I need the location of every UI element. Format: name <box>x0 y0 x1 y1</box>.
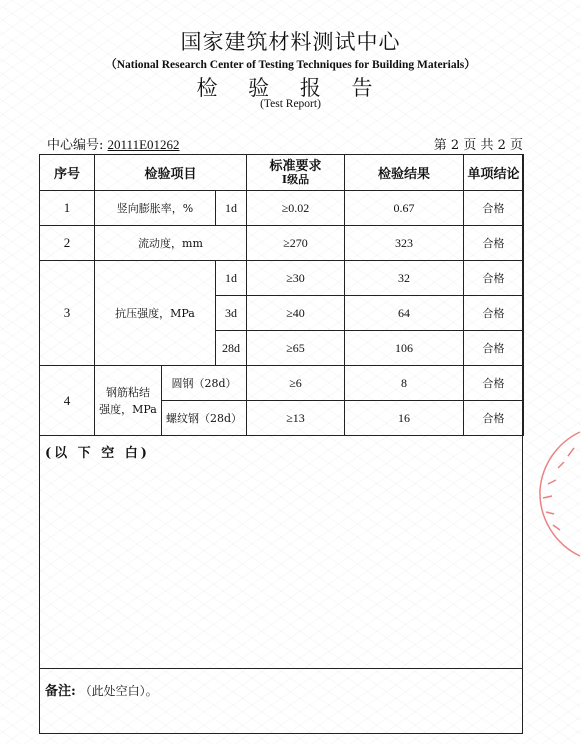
report-number-label: 中心编号: <box>47 138 104 153</box>
conclusion: 合格 <box>464 401 524 436</box>
standard-value: ≥0.02 <box>247 191 345 226</box>
standard-value: ≥270 <box>247 226 345 261</box>
row-number: 3 <box>40 261 95 366</box>
center-name: 国家建筑材料测试中心 <box>180 30 401 54</box>
steel-type: 圆钢（28d） <box>162 366 247 401</box>
conclusion: 合格 <box>464 331 524 366</box>
col-header-seq: 序号 <box>40 155 95 191</box>
result-value: 16 <box>345 401 464 436</box>
report-title-english: (Test Report) <box>260 98 321 110</box>
center-name-english: （National Research Center of Testing Techniques for Building Materials） <box>105 59 476 71</box>
conclusion: 合格 <box>464 296 524 331</box>
standard-value: ≥30 <box>247 261 345 296</box>
standard-value: ≥6 <box>247 366 345 401</box>
report-number-value: 20111E01262 <box>107 137 180 152</box>
official-seal-stamp <box>534 430 581 560</box>
col-header-standard <box>247 155 345 191</box>
test-age: 28d <box>216 331 247 366</box>
std-line-1: 标准要求 <box>269 158 322 174</box>
test-item: 流动度，mm <box>95 226 247 261</box>
result-value: 32 <box>345 261 464 296</box>
test-age: 3d <box>216 296 247 331</box>
standard-value: ≥65 <box>247 331 345 366</box>
row-number: 1 <box>40 191 95 226</box>
col-header-item: 检验项目 <box>95 155 247 191</box>
steel-type: 螺纹钢（28d） <box>162 401 247 436</box>
result-value: 323 <box>345 226 464 261</box>
item-line-2: 强度，MPa <box>99 402 157 416</box>
result-value: 106 <box>345 331 464 366</box>
report-number <box>47 134 180 153</box>
conclusion: 合格 <box>464 261 524 296</box>
test-item: 竖向膨胀率，% <box>95 191 216 226</box>
conclusion: 合格 <box>464 226 524 261</box>
table-row <box>40 226 524 261</box>
col-header-conclusion: 单项结论 <box>464 155 524 191</box>
result-value: 8 <box>345 366 464 401</box>
item-line-1: 钢筋粘结 <box>106 385 150 399</box>
standard-value: ≥13 <box>247 401 345 436</box>
row-number: 2 <box>40 226 95 261</box>
table-row <box>40 191 524 226</box>
test-item: 抗压强度，MPa <box>95 261 216 366</box>
table-header-row <box>40 155 524 191</box>
report-title: 检 验 报 告 <box>196 76 385 100</box>
results-table <box>39 154 524 436</box>
remark-divider <box>39 668 523 669</box>
conclusion: 合格 <box>464 191 524 226</box>
row-number: 4 <box>40 366 95 436</box>
page-info: 第 2 页 共 2 页 <box>433 138 523 153</box>
table-row <box>40 366 524 401</box>
col-header-result: 检验结果 <box>345 155 464 191</box>
blank-below-note: (以 下 空 白) <box>45 446 150 461</box>
remark-text: （此处空白）。 <box>79 684 158 698</box>
conclusion: 合格 <box>464 366 524 401</box>
result-value: 0.67 <box>345 191 464 226</box>
result-value: 64 <box>345 296 464 331</box>
table-row <box>40 261 524 296</box>
remark-label: 备注: <box>45 684 76 699</box>
standard-value: ≥40 <box>247 296 345 331</box>
test-item <box>95 366 162 436</box>
remark <box>45 680 158 699</box>
test-age: 1d <box>216 261 247 296</box>
test-age: 1d <box>216 191 247 226</box>
std-line-2: Ⅰ级品 <box>281 172 310 186</box>
